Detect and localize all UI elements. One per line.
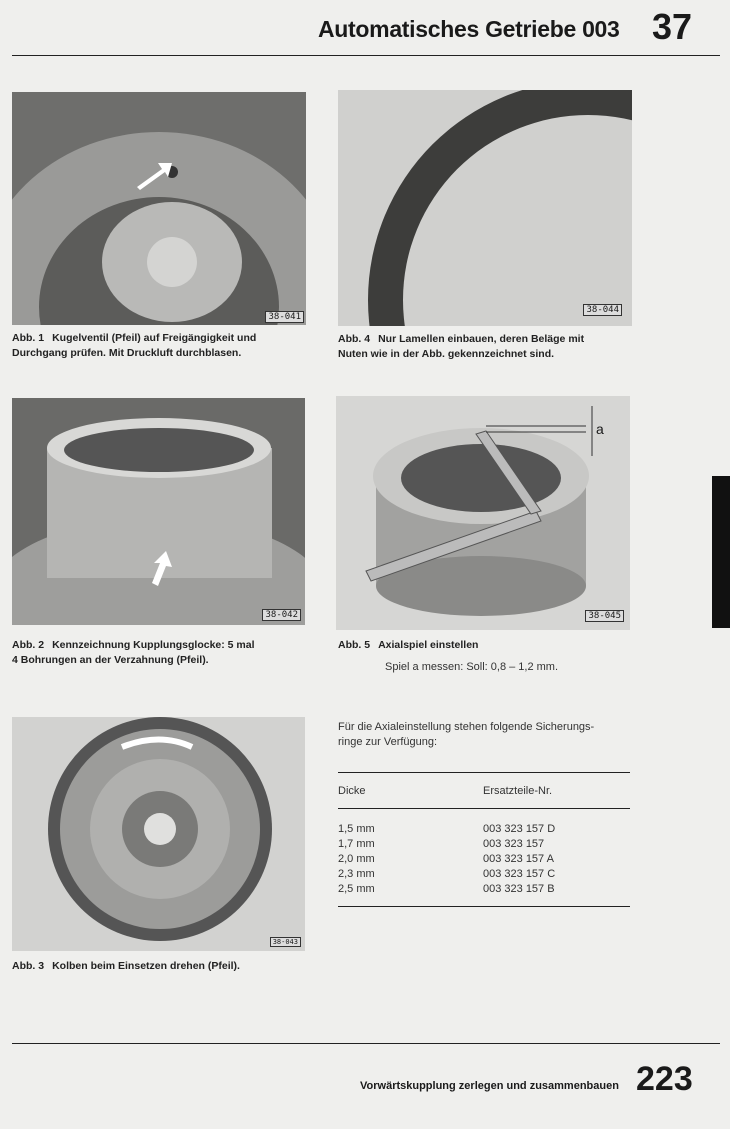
thickness-cell: 1,5 mm xyxy=(338,823,375,835)
figure-label: Abb. 1 xyxy=(12,332,45,344)
photo-abb4 xyxy=(338,90,632,326)
table-row xyxy=(338,837,630,852)
page-number: 223 xyxy=(636,1060,693,1098)
table-bottom-rule xyxy=(338,906,630,907)
table-top-rule xyxy=(338,772,630,773)
intro-line: Für die Axialeinstellung stehen folgende Sicherungs- xyxy=(338,721,595,733)
intro-text xyxy=(338,720,594,750)
column-header-part-number: Ersatzteile-Nr. xyxy=(483,785,553,797)
gap-marker-label: a xyxy=(596,421,604,437)
intro-line: ringe zur Verfügung: xyxy=(338,736,438,748)
table-row xyxy=(338,852,630,867)
table-row xyxy=(338,867,630,882)
part-number-cell: 003 323 157 B xyxy=(483,883,555,895)
caption-line: Axialspiel einstellen xyxy=(378,639,479,651)
part-number-cell: 003 323 157 A xyxy=(483,853,554,865)
caption-abb3 xyxy=(12,959,240,974)
column-header-thickness: Dicke xyxy=(338,785,366,797)
figure-code: 38-041 xyxy=(265,311,304,323)
thickness-cell: 2,0 mm xyxy=(338,853,375,865)
figure-code: 38-045 xyxy=(585,610,624,622)
caption-line: Kugelventil (Pfeil) auf Freigängigkeit und xyxy=(52,332,257,344)
figure-code: 38-042 xyxy=(262,609,301,621)
caption-line: Kennzeichnung Kupplungsglocke: 5 mal xyxy=(52,639,255,651)
caption-line: Durchgang prüfen. Mit Druckluft durchblasen. xyxy=(12,347,242,359)
figure-label: Abb. 4 xyxy=(338,333,371,345)
photo-abb5 xyxy=(336,396,630,630)
part-number-cell: 003 323 157 xyxy=(483,838,545,850)
header-rule xyxy=(12,55,720,56)
thickness-cell: 2,3 mm xyxy=(338,868,375,880)
caption-abb5 xyxy=(338,638,478,653)
page-title: Automatisches Getriebe 003 xyxy=(318,16,620,42)
clearance-spec: Spiel a messen: Soll: 0,8 – 1,2 mm. xyxy=(385,661,559,673)
footer-section-title: Vorwärtskupplung zerlegen und zusammenbauen xyxy=(360,1080,619,1092)
thickness-cell: 1,7 mm xyxy=(338,838,375,850)
chapter-number: 37 xyxy=(652,6,693,47)
thickness-cell: 2,5 mm xyxy=(338,883,375,895)
photo-abb3 xyxy=(12,717,305,951)
caption-line: Kolben beim Einsetzen drehen (Pfeil). xyxy=(52,960,240,972)
table-row xyxy=(338,822,630,837)
caption-abb4 xyxy=(338,332,584,362)
caption-line: 4 Bohrungen an der Verzahnung (Pfeil). xyxy=(12,654,209,666)
figure-label: Abb. 5 xyxy=(338,639,371,651)
section-thumb-tab xyxy=(712,476,730,628)
photo-abb1 xyxy=(12,92,306,325)
part-number-cell: 003 323 157 C xyxy=(483,868,556,880)
part-number-cell: 003 323 157 D xyxy=(483,823,556,835)
footer-rule xyxy=(12,1043,720,1044)
circlip-table xyxy=(338,822,630,897)
caption-abb1 xyxy=(12,331,256,361)
table-header-rule xyxy=(338,808,630,809)
figure-code: 38-044 xyxy=(583,304,622,316)
figure-label: Abb. 3 xyxy=(12,960,45,972)
photo-abb2 xyxy=(12,398,305,625)
figure-code: 38-043 xyxy=(270,937,301,947)
figure-label: Abb. 2 xyxy=(12,639,45,651)
caption-line: Nur Lamellen einbauen, deren Beläge mit xyxy=(378,333,585,345)
caption-line: Nuten wie in der Abb. gekennzeichnet sind. xyxy=(338,348,555,360)
table-row xyxy=(338,882,630,897)
caption-abb2 xyxy=(12,638,255,668)
